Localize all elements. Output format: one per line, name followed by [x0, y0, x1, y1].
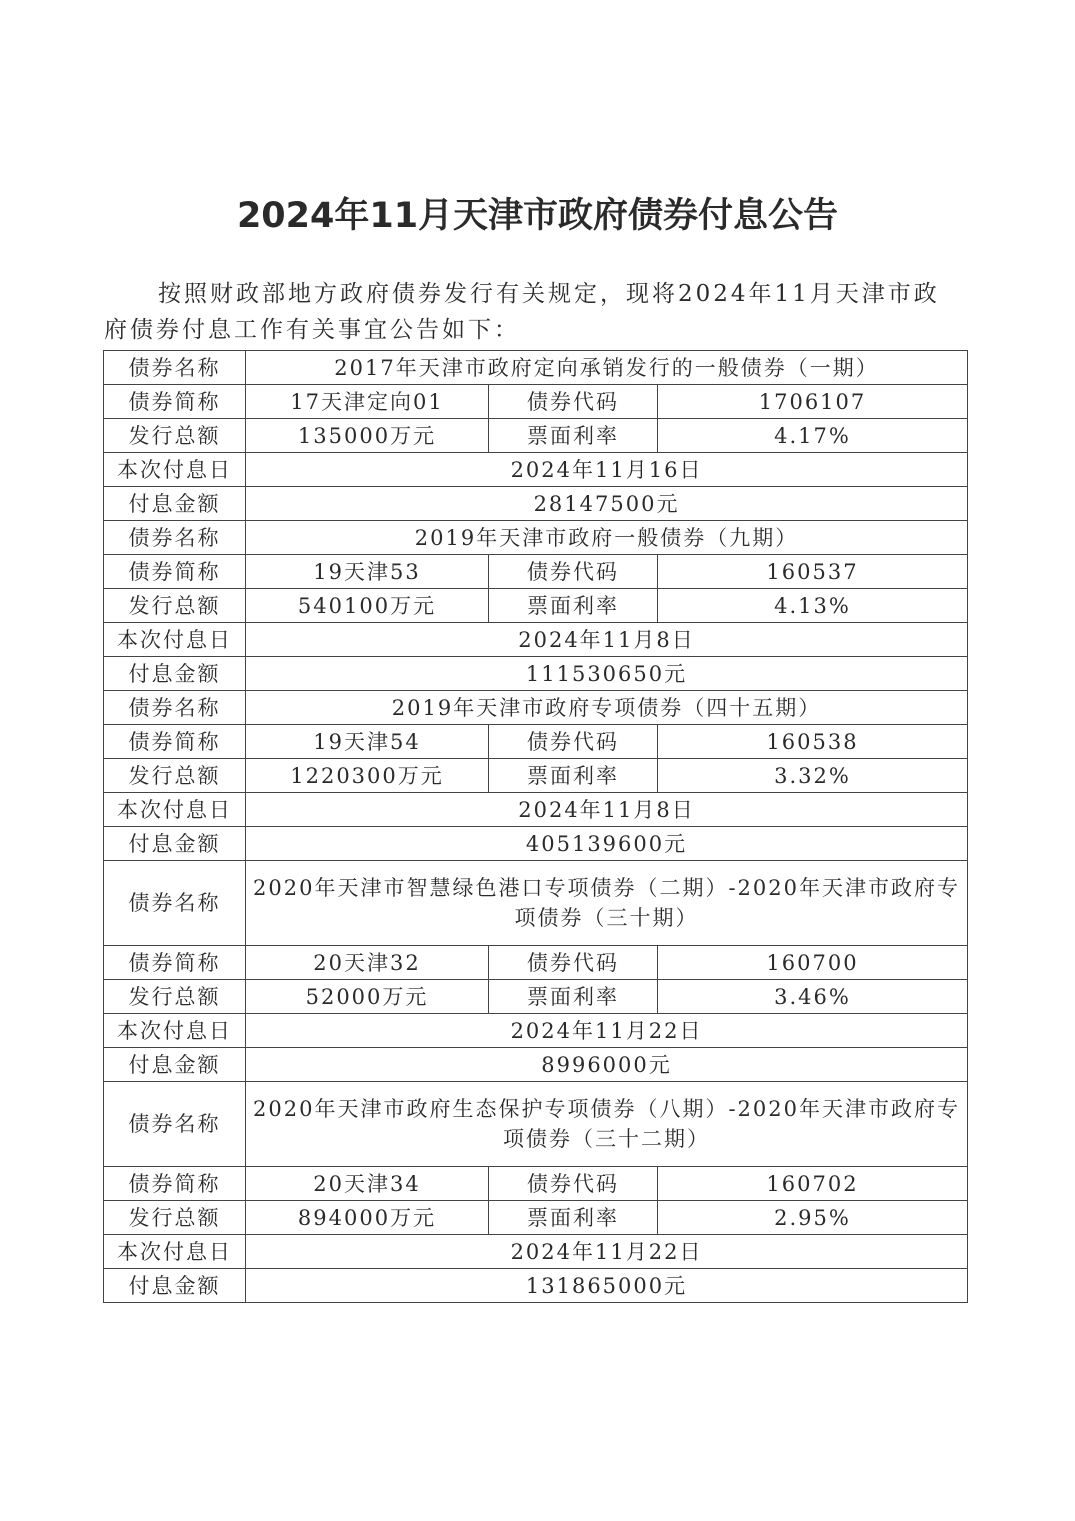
bond-short: 19天津54	[246, 725, 489, 759]
bond-code: 160700	[658, 946, 968, 980]
label-bond-code: 债券代码	[489, 725, 658, 759]
bond-amount: 894000万元	[246, 1201, 489, 1235]
label-date: 本次付息日	[104, 453, 246, 487]
bond-table	[103, 350, 968, 1303]
label-rate: 票面利率	[489, 1201, 658, 1235]
bond-amount: 540100万元	[246, 589, 489, 623]
label-date: 本次付息日	[104, 1235, 246, 1269]
bond-date-row	[104, 1235, 968, 1269]
bond-interest-row	[104, 487, 968, 521]
label-bond-code: 债券代码	[489, 946, 658, 980]
bond-interest: 111530650元	[246, 657, 968, 691]
label-amount: 发行总额	[104, 589, 246, 623]
bond-rate: 3.32%	[658, 759, 968, 793]
bond-short-row	[104, 1167, 968, 1201]
bond-amount-row	[104, 980, 968, 1014]
label-bond-short: 债券简称	[104, 1167, 246, 1201]
label-bond-name: 债券名称	[104, 691, 246, 725]
bond-date: 2024年11月8日	[246, 623, 968, 657]
bond-name-row	[104, 521, 968, 555]
bond-interest: 28147500元	[246, 487, 968, 521]
bond-date: 2024年11月22日	[246, 1235, 968, 1269]
bond-rate: 2.95%	[658, 1201, 968, 1235]
bond-code: 160538	[658, 725, 968, 759]
bond-name-row	[104, 691, 968, 725]
bond-rate: 3.46%	[658, 980, 968, 1014]
bond-interest-row	[104, 1269, 968, 1303]
bond-date-row	[104, 623, 968, 657]
bond-interest: 8996000元	[246, 1048, 968, 1082]
label-rate: 票面利率	[489, 419, 658, 453]
bond-table-body	[104, 351, 968, 1303]
bond-amount: 1220300万元	[246, 759, 489, 793]
bond-short-row	[104, 946, 968, 980]
label-amount: 发行总额	[104, 980, 246, 1014]
label-bond-name: 债券名称	[104, 1082, 246, 1167]
label-bond-short: 债券简称	[104, 725, 246, 759]
bond-short-row	[104, 555, 968, 589]
bond-amount: 52000万元	[246, 980, 489, 1014]
bond-rate: 4.17%	[658, 419, 968, 453]
label-bond-short: 债券简称	[104, 555, 246, 589]
bond-name: 2020年天津市智慧绿色港口专项债券（二期）-2020年天津市政府专项债券（三十期）	[246, 861, 968, 946]
bond-interest: 131865000元	[246, 1269, 968, 1303]
bond-date: 2024年11月16日	[246, 453, 968, 487]
label-rate: 票面利率	[489, 759, 658, 793]
label-interest: 付息金额	[104, 487, 246, 521]
label-bond-code: 债券代码	[489, 555, 658, 589]
bond-interest-row	[104, 1048, 968, 1082]
bond-short-row	[104, 725, 968, 759]
bond-amount: 135000万元	[246, 419, 489, 453]
label-date: 本次付息日	[104, 623, 246, 657]
label-date: 本次付息日	[104, 793, 246, 827]
label-bond-name: 债券名称	[104, 521, 246, 555]
bond-code: 1706107	[658, 385, 968, 419]
bond-interest-row	[104, 827, 968, 861]
label-interest: 付息金额	[104, 1269, 246, 1303]
intro-line-2: 府债券付息工作有关事宜公告如下：	[104, 317, 520, 343]
label-interest: 付息金额	[104, 657, 246, 691]
bond-date-row	[104, 1014, 968, 1048]
bond-code: 160537	[658, 555, 968, 589]
label-date: 本次付息日	[104, 1014, 246, 1048]
bond-amount-row	[104, 1201, 968, 1235]
bond-name-row	[104, 1082, 968, 1167]
intro-line-1: 按照财政部地方政府债券发行有关规定，现将2024年11月天津市政	[158, 281, 940, 307]
bond-name: 2017年天津市政府定向承销发行的一般债券（一期）	[246, 351, 968, 385]
label-rate: 票面利率	[489, 589, 658, 623]
bond-date-row	[104, 453, 968, 487]
bond-name: 2019年天津市政府专项债券（四十五期）	[246, 691, 968, 725]
bond-amount-row	[104, 759, 968, 793]
bond-amount-row	[104, 419, 968, 453]
bond-short: 20天津32	[246, 946, 489, 980]
label-bond-name: 债券名称	[104, 351, 246, 385]
intro-paragraph	[104, 276, 974, 348]
bond-short: 20天津34	[246, 1167, 489, 1201]
bond-code: 160702	[658, 1167, 968, 1201]
page-title: 2024年11月天津市政府债券付息公告	[236, 196, 839, 236]
label-rate: 票面利率	[489, 980, 658, 1014]
bond-name: 2019年天津市政府一般债券（九期）	[246, 521, 968, 555]
bond-amount-row	[104, 589, 968, 623]
bond-interest-row	[104, 657, 968, 691]
label-amount: 发行总额	[104, 1201, 246, 1235]
label-bond-short: 债券简称	[104, 385, 246, 419]
label-interest: 付息金额	[104, 827, 246, 861]
label-bond-code: 债券代码	[489, 385, 658, 419]
bond-short: 19天津53	[246, 555, 489, 589]
bond-rate: 4.13%	[658, 589, 968, 623]
label-bond-short: 债券简称	[104, 946, 246, 980]
bond-interest: 405139600元	[246, 827, 968, 861]
label-bond-name: 债券名称	[104, 861, 246, 946]
bond-short: 17天津定向01	[246, 385, 489, 419]
bond-name-row	[104, 861, 968, 946]
bond-short-row	[104, 385, 968, 419]
bond-date: 2024年11月8日	[246, 793, 968, 827]
bond-date: 2024年11月22日	[246, 1014, 968, 1048]
label-interest: 付息金额	[104, 1048, 246, 1082]
label-amount: 发行总额	[104, 419, 246, 453]
bond-name-row	[104, 351, 968, 385]
bond-date-row	[104, 793, 968, 827]
label-amount: 发行总额	[104, 759, 246, 793]
bond-name: 2020年天津市政府生态保护专项债券（八期）-2020年天津市政府专项债券（三十二期）	[246, 1082, 968, 1167]
label-bond-code: 债券代码	[489, 1167, 658, 1201]
